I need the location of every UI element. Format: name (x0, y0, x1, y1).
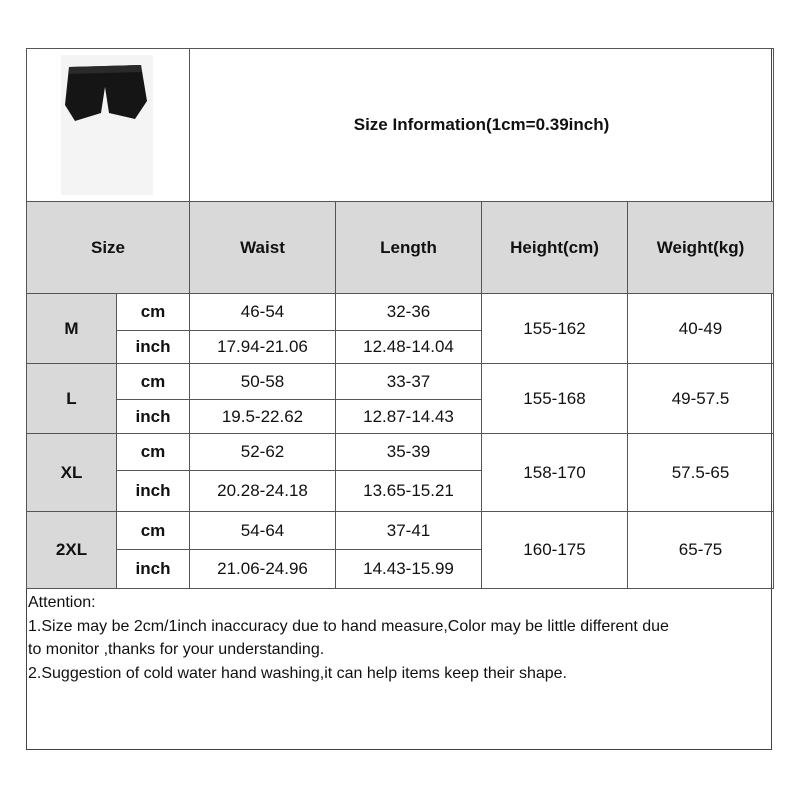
waist-cm: 46-54 (190, 294, 336, 331)
waist-inch: 19.5-22.62 (190, 400, 336, 434)
unit-cm: cm (117, 512, 190, 550)
size-label-xl: XL (27, 434, 117, 512)
black-shorts-icon (61, 55, 153, 195)
unit-inch: inch (117, 471, 190, 512)
size-label-m: M (27, 294, 117, 364)
unit-cm: cm (117, 294, 190, 331)
size-label-l: L (27, 364, 117, 434)
weight-range: 57.5-65 (628, 434, 774, 512)
length-cm: 37-41 (336, 512, 482, 550)
length-cm: 33-37 (336, 364, 482, 400)
attention-notes (28, 591, 770, 685)
height-range: 155-162 (482, 294, 628, 364)
unit-inch: inch (117, 400, 190, 434)
header-waist: Waist (190, 202, 336, 294)
height-range: 160-175 (482, 512, 628, 589)
length-cm: 32-36 (336, 294, 482, 331)
notes-line-3: 2.Suggestion of cold water hand washing,it can help items keep their shape. (28, 664, 567, 682)
waist-inch: 21.06-24.96 (190, 550, 336, 589)
table-title: Size Information(1cm=0.39inch) (190, 49, 774, 202)
unit-inch: inch (117, 331, 190, 364)
notes-heading: Attention: (28, 594, 96, 611)
notes-line-1: 1.Size may be 2cm/1inch inaccuracy due to hand measure,Color may be little different due (28, 617, 669, 635)
waist-cm: 50-58 (190, 364, 336, 400)
unit-inch: inch (117, 550, 190, 589)
waist-inch: 17.94-21.06 (190, 331, 336, 364)
waist-cm: 54-64 (190, 512, 336, 550)
product-image-cell (27, 49, 190, 202)
length-inch: 12.48-14.04 (336, 331, 482, 364)
header-length: Length (336, 202, 482, 294)
height-range: 155-168 (482, 364, 628, 434)
length-inch: 13.65-15.21 (336, 471, 482, 512)
length-inch: 14.43-15.99 (336, 550, 482, 589)
header-height: Height(cm) (482, 202, 628, 294)
waist-cm: 52-62 (190, 434, 336, 471)
size-chart-table (26, 48, 774, 589)
notes-line-2: to monitor ,thanks for your understanding. (28, 641, 325, 658)
length-cm: 35-39 (336, 434, 482, 471)
size-label-2xl: 2XL (27, 512, 117, 589)
weight-range: 65-75 (628, 512, 774, 589)
header-weight: Weight(kg) (628, 202, 774, 294)
height-range: 158-170 (482, 434, 628, 512)
unit-cm: cm (117, 434, 190, 471)
length-inch: 12.87-14.43 (336, 400, 482, 434)
weight-range: 49-57.5 (628, 364, 774, 434)
header-size: Size (27, 202, 190, 294)
unit-cm: cm (117, 364, 190, 400)
weight-range: 40-49 (628, 294, 774, 364)
waist-inch: 20.28-24.18 (190, 471, 336, 512)
